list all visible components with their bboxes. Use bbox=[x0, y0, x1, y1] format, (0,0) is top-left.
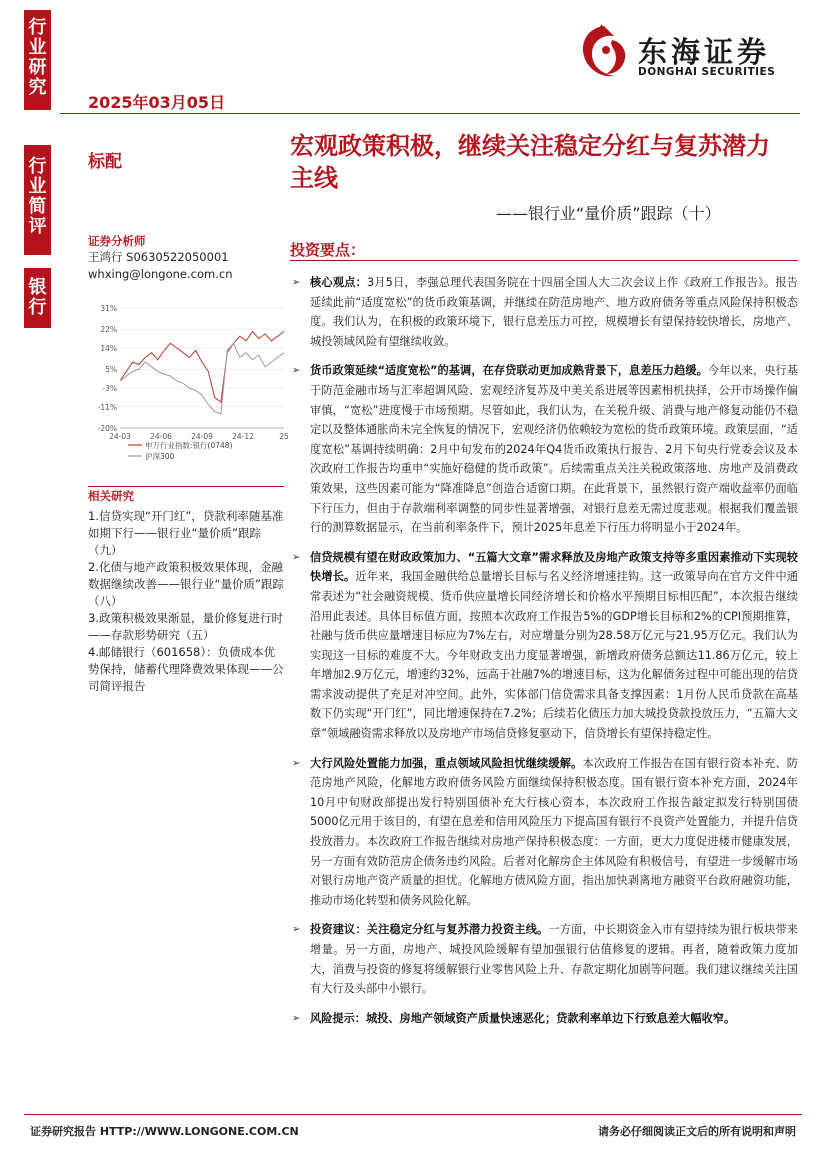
arrow-bullet-icon: ➢ bbox=[292, 365, 301, 377]
related-item[interactable]: 4.邮储银行（601658）：负债成本优势保持，储蓄代理降费效果体现——公司简评报告 bbox=[88, 645, 284, 693]
point-lead: 投资建议：关注稳定分红与复苏潜力投资主线。 bbox=[310, 923, 549, 937]
report-subtitle: ——银行业“量价质”跟踪（十） bbox=[496, 204, 721, 223]
x-tick-label: 25 bbox=[279, 432, 288, 441]
chart-svg bbox=[88, 300, 288, 475]
points-heading: 投资要点： bbox=[290, 241, 366, 259]
point-core-view bbox=[290, 273, 798, 351]
investment-points bbox=[290, 273, 798, 1038]
x-tick-label: 24-03 bbox=[109, 432, 131, 441]
tab-char: 业 bbox=[28, 37, 47, 58]
point-investment-advice bbox=[290, 920, 798, 998]
legend-label: 沪深300 bbox=[145, 452, 175, 461]
analyst-email: whxing@longone.com.cn bbox=[88, 267, 233, 281]
index-performance-chart bbox=[88, 300, 288, 475]
point-text: 近年来，我国金融供给总量增长目标与名义经济增速挂钩。这一政策导向在官方文件中通常表述为“社会融资规模、货币供应量增长同经济增长和价格水平预期目标相匹配”，本次报告继续沿用此表述。具体目标值方面，按照本次政府工作报告5%的GDP增长目标和2%的CPI预期推算，社融与货币供应量增速目标应为7%左右，对应增量分别为28.58万亿元与21.95万亿元。我们认为实现这一目标的难度不大。今年财政支出力度显著增强，新增政府债务总额达11.86万亿元，较上年增加2.9万亿元，增速约32%，远高于社融7%的增速目标，这为化解债务过程中可能出现的信贷需求波动提供了充足对冲空间。此外，实体部门信贷需求具备支撑因素：1月份人民币贷款在高基数下仍实现“开门红”，同比增速保持在7.2%；后续若化债压力加大城投贷款投放压力，“五篇大文章”领域融资需求释放以及房地产市场信贷修复驱动下，信贷增长有望保持稳定性。 bbox=[310, 570, 798, 741]
tab-char: 银 bbox=[28, 277, 47, 298]
logo-english-name: DONGHAI SECURITIES bbox=[638, 66, 776, 78]
y-tick-label: 31% bbox=[100, 304, 117, 313]
dragon-logo-icon bbox=[576, 22, 632, 84]
y-tick-label: 14% bbox=[100, 344, 117, 353]
x-tick-label: 24-09 bbox=[191, 432, 213, 441]
company-logo bbox=[576, 22, 796, 86]
tab-char: 行 bbox=[28, 156, 47, 177]
related-item[interactable]: 3.政策积极效果渐显，量价修复进行时——存款形势研究（五） bbox=[88, 611, 283, 642]
y-tick-label: -11% bbox=[97, 402, 117, 412]
tab-char: 研 bbox=[28, 57, 47, 78]
logo-chinese-name: 东海证券 bbox=[638, 35, 771, 69]
y-tick-label: 22% bbox=[100, 325, 117, 335]
tab-industry-research bbox=[24, 10, 51, 110]
related-research bbox=[88, 488, 284, 695]
related-item[interactable]: 1.信贷实现“开门红”，贷款利率随基准如期下行——银行业“量价质”跟踪（九） bbox=[88, 509, 284, 557]
point-credit-growth bbox=[290, 548, 798, 744]
point-lead: 核心观点： bbox=[310, 276, 368, 289]
series-line bbox=[120, 343, 284, 414]
point-lead: 信贷规模有望在财政政策加力、“五篇大文章”需求释放及房地产政策支持等多重因素推动下实现较快增长。 bbox=[310, 550, 798, 584]
point-text: 今年以来，央行基于防范金融市场与汇率超调风险、宏观经济复苏及中美关系进展等因素相机抉择，公开市场操作偏审慎，“宽松”进度慢于市场预期。尽管如此，我们认为，在关税升级、消费与地产修复动能仍不稳定以及整体通胀尚未完全恢复的情况下，宏观经济仍依赖较为宽松的货币政策环境。政策层面，“适度宽松”基调持续明确：2月中旬发布的2024年Q4货币政策执行报告、2月下旬央行党委会议及本次政府工作报告均重申“实施好稳健的货币政策”。后续需重点关注关税政策落地、房地产及消费政策效果，这些因素可能为“降准降息”创造合适窗口期。在此背景下，虽然银行资产端收益率仍面临下行压力，但由于存款端利率调整的同步性显著增强，对银行息差无需过度悲观。根据我们覆盖银行的测算数据显示，在当前利率条件下，预计2025年息差下行压力将明显小于2024年。 bbox=[310, 364, 798, 535]
analyst-name: 王鸿行 S0630522050001 bbox=[88, 250, 229, 264]
tab-char: 究 bbox=[28, 77, 47, 98]
point-text: 一方面，中长期资金入市有望持续为银行板块带来增量。另一方面，房地产、城投风险缓解有望加强银行估值修复的逻辑。再者，随着政策力度加大，消费与投资的修复将缓解银行业零售风险上升、存款定期化加剧等问题。我们建议继续关注国有大行及头部中小银行。 bbox=[310, 923, 798, 996]
series-line bbox=[120, 332, 284, 403]
y-tick-label: -20% bbox=[97, 424, 117, 433]
industry-rating: 标配 bbox=[88, 152, 122, 172]
tab-char: 简 bbox=[28, 196, 47, 217]
x-tick-label: 24-06 bbox=[150, 432, 172, 441]
arrow-bullet-icon: ➢ bbox=[292, 551, 301, 563]
point-lead: 大行风险处置能力加强，重点领域风险担忧继续缓解。 bbox=[310, 756, 583, 770]
y-tick-label: -3% bbox=[102, 384, 117, 393]
x-tick-label: 24-12 bbox=[232, 432, 254, 441]
report-title: 宏观政策积极，继续关注稳定分红与复苏潜力主线 bbox=[290, 132, 770, 192]
arrow-bullet-icon: ➢ bbox=[292, 924, 301, 936]
point-text: 3月5日，李强总理代表国务院在十四届全国人大二次会议上作《政府工作报告》。报告延续此前“适度宽松”的货币政策基调，并继续在防范房地产、地方政府债务等重点风险保持积极态度。我们认为，在积极的政策环境下，银行息差压力可控，规模增长有望保持较快增长，房地产、城投领域风险有望继续收敛。 bbox=[310, 276, 798, 348]
report-date: 2025年03月05日 bbox=[88, 93, 226, 112]
analyst-heading: 证券分析师 bbox=[88, 234, 146, 248]
tab-industry-brief bbox=[24, 145, 51, 255]
related-divider bbox=[88, 486, 284, 487]
legend-label: 申万行业指数:银行(0748) bbox=[145, 441, 233, 450]
point-risk-disposal bbox=[290, 754, 798, 911]
points-divider bbox=[290, 260, 798, 261]
point-lead: 货币政策延续“适度宽松”的基调，在存贷联动更加成熟背景下，息差压力趋缓。 bbox=[310, 364, 708, 378]
arrow-bullet-icon: ➢ bbox=[292, 757, 301, 769]
tab-char: 行 bbox=[28, 297, 47, 318]
related-heading: 相关研究 bbox=[88, 489, 134, 503]
point-risk-warning bbox=[290, 1009, 798, 1029]
tab-char: 业 bbox=[28, 176, 47, 197]
footer-disclaimer: 请务必仔细阅读正文后的所有说明和声明 bbox=[598, 1125, 796, 1138]
footer-left: 证券研究报告 HTTP://WWW.LONGONE.COM.CN bbox=[30, 1125, 299, 1138]
arrow-bullet-icon: ➢ bbox=[292, 277, 301, 288]
tab-char: 评 bbox=[28, 216, 47, 237]
point-lead: 风险提示：城投、房地产领域资产质量快速恶化；贷款利率单边下行致息差大幅收窄。 bbox=[310, 1011, 736, 1025]
point-text: 本次政府工作报告在国有银行资本补充、防范房地产风险，化解地方政府债务风险方面继续保持积极态度。国有银行资本补充方面，2024年10月中旬财政部提出发行特别国债补充大行核心资本，本次政府工作报告敲定拟发行特别国债5000亿元用于该目的，有望在息差和信用风险压力下提高国有银行不良资产处置能力，并提升信贷投放潜力。本次政府工作报告继续对房地产保持积极态度：一方面，更大力度促进楼市健康发展，另一方面有效防范房企债务违约风险。后者对化解房企主体风险有积极信号，有望进一步缓解市场对银行房地产资产质量的担忧。化解地方债风险方面，指出加快剥离地方融资平台政府融资功能，推动市场化转型和债务风险化解。 bbox=[310, 756, 798, 907]
tab-bank bbox=[24, 268, 51, 328]
y-tick-label: 5% bbox=[105, 365, 117, 375]
analyst-block bbox=[88, 233, 288, 283]
point-monetary-policy bbox=[290, 361, 798, 537]
arrow-bullet-icon: ➢ bbox=[292, 1012, 301, 1024]
tab-char: 行 bbox=[28, 17, 47, 38]
related-item[interactable]: 2.化债与地产政策积极效果体现，金融数据继续改善——银行业“量价质”跟踪（八） bbox=[88, 560, 284, 608]
footer-divider bbox=[24, 1114, 802, 1115]
header-divider bbox=[60, 113, 800, 114]
